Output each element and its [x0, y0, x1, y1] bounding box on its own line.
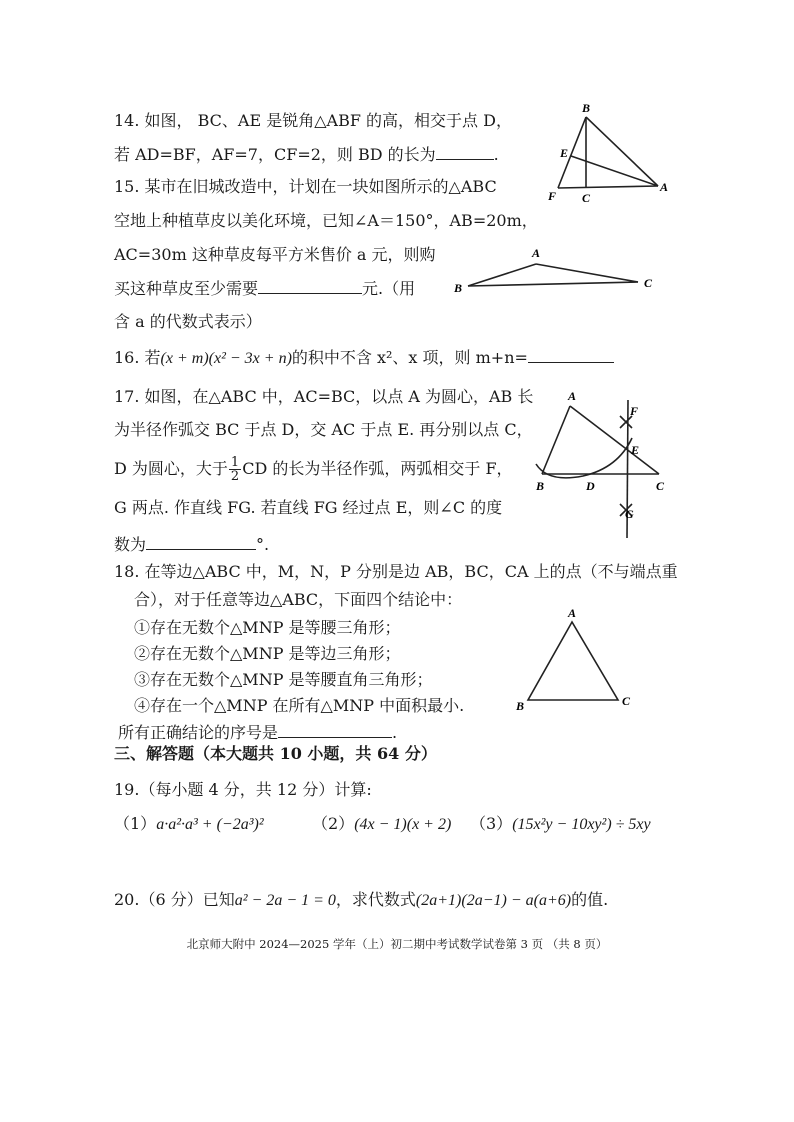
q14-line2-text: 若 AD=BF，AF=7，CF=2，则 BD 的长为 [114, 145, 436, 164]
q19-part-1-expression: a·a²·a³ + (−2a³)² [156, 816, 264, 833]
q14-line2-end: . [493, 145, 499, 164]
q18-item-3: ③存在无数个△MNP 是等腰直角三角形； [134, 670, 433, 689]
q15-line1: 15. 某市在旧城改造中，计划在一块如图所示的△ABC [114, 177, 497, 196]
q14-label-a: A [660, 180, 669, 194]
q18-label-b: B [516, 699, 525, 713]
q15-line4 [114, 277, 415, 300]
q15-label-c: C [644, 276, 653, 290]
q17-figure [528, 388, 678, 543]
q17-line5-end: °. [256, 535, 270, 554]
q19-part-2 [312, 813, 451, 836]
q18-answer-line [118, 721, 397, 744]
q17-line2: 为半径作弧交 BC 于点 D，交 AC 于点 E. 再分别以点 C， [114, 420, 533, 439]
q17-answer-blank [146, 533, 256, 550]
q17-label-b: B [536, 479, 545, 493]
q18-figure [510, 606, 640, 714]
q17-label-f: F [630, 404, 639, 418]
q15-line2: 空地上种植草皮以美化环境，已知∠A＝150°，AB=20m， [114, 211, 538, 230]
q17-label-e: E [631, 443, 640, 457]
q14-label-e: E [560, 146, 569, 160]
q19-part-1 [114, 813, 264, 836]
q18-label-a: A [568, 606, 577, 620]
q19-part-2-label: （2） [312, 814, 355, 833]
q17-line4: G 两点. 作直线 FG. 若直线 FG 经过点 E，则∠C 的度 [114, 498, 503, 517]
q18-answer-blank [278, 721, 392, 738]
q19-part-2-expression: (4x − 1)(x + 2) [354, 816, 452, 833]
q17-label-a: A [568, 389, 577, 403]
q20-expression: (2a+1)(2a−1) − a(a+6) [415, 892, 572, 909]
q16-line [114, 346, 614, 370]
q14-figure [540, 100, 680, 210]
q16-expression: (x + m)(x² − 3x + n) [160, 350, 292, 367]
q20-condition: a² − 2a − 1 = 0 [234, 892, 336, 909]
q14-label-c: C [582, 191, 591, 205]
q17-line1: 17. 如图，在△ABC 中，AC=BC，以点 A 为圆心，AB 长 [114, 387, 534, 406]
q18-item-2: ②存在无数个△MNP 是等边三角形； [134, 644, 401, 663]
q19-part-3 [470, 813, 651, 836]
q17-label-c: C [656, 479, 665, 493]
q17-line3-text: D 为圆心，大于 [114, 459, 228, 478]
q14-line2 [114, 143, 499, 166]
q14-label-f: F [548, 189, 557, 203]
q18-label-c: C [622, 694, 631, 708]
q19-part-1-label: （1） [114, 814, 157, 833]
q20-middle: ，求代数式 [335, 890, 416, 909]
q17-line5 [114, 533, 269, 556]
q16-middle: 的积中不含 x²、x 项，则 m+n= [291, 348, 528, 367]
q17-fraction-denominator: 2 [230, 469, 240, 484]
q17-line5-text: 数为 [114, 535, 147, 554]
q15-line4-end: 元.（用 [362, 279, 416, 298]
q17-line3-rest: CD 的长为半径作弧，两弧相交于 F， [242, 459, 513, 478]
q14-line1: 14. 如图， BC、AE 是锐角△ABF 的高，相交于点 D， [114, 111, 512, 130]
q14-label-b: B [582, 101, 591, 115]
q15-answer-blank [258, 277, 362, 294]
q17-label-g: G [625, 507, 634, 521]
q16-answer-blank [528, 346, 614, 363]
q15-label-b: B [454, 281, 463, 295]
q19-title: 19.（每小题 4 分，共 12 分）计算: [114, 780, 372, 799]
q20-line [114, 889, 608, 912]
q18-line1: 18. 在等边△ABC 中，M，N，P 分别是边 AB，BC，CA 上的点（不与端点重 [114, 562, 678, 581]
q18-answer-text: 所有正确结论的序号是 [118, 723, 279, 742]
q15-label-a: A [532, 246, 541, 260]
q15-line4-text: 买这种草皮至少需要 [114, 279, 259, 298]
q18-item-4: ④存在一个△MNP 在所有△MNP 中面积最小. [134, 696, 465, 715]
q18-answer-end: . [392, 723, 398, 742]
q17-line3 [114, 456, 513, 483]
page-footer: 北京师大附中 2024—2025 学年（上）初二期中考试数学试卷第 3 页 （共 8 页） [186, 937, 608, 951]
section-3-heading: 三、解答题（本大题共 10 小题，共 64 分） [114, 744, 437, 763]
q17-fraction-numerator: 1 [230, 455, 240, 470]
q16-prefix: 16. 若 [114, 348, 161, 367]
q15-line5: 含 a 的代数式表示） [114, 312, 262, 331]
q17-label-d: D [586, 479, 595, 493]
q14-answer-blank [436, 143, 494, 160]
q18-line2: 合），对于任意等边△ABC，下面四个结论中： [134, 590, 463, 609]
q18-item-1: ①存在无数个△MNP 是等腰三角形； [134, 618, 401, 637]
q15-figure [448, 244, 668, 299]
q19-part-3-expression: (15x²y − 10xy²) ÷ 5xy [512, 816, 651, 833]
q20-prefix: 20.（6 分）已知 [114, 890, 235, 909]
q20-suffix: 的值. [571, 890, 609, 909]
q19-part-3-label: （3） [470, 814, 513, 833]
q17-fraction [229, 456, 241, 483]
q15-line3: AC=30m 这种草皮每平方米售价 a 元，则购 [114, 245, 436, 264]
